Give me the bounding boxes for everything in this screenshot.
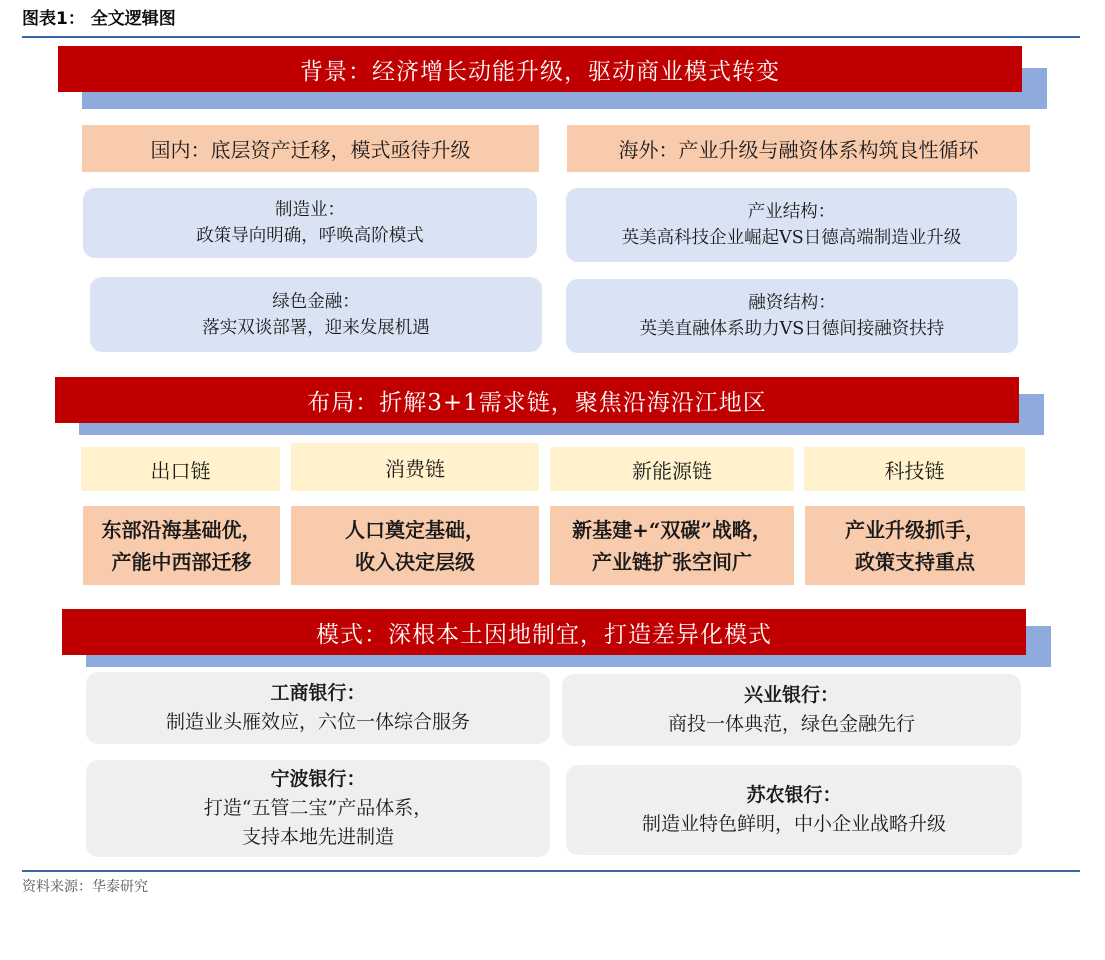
figure-title: 图表1： 全文逻辑图 — [22, 9, 176, 29]
bank-ningbo-box — [86, 760, 550, 857]
chain-consumption-desc — [291, 506, 539, 585]
bank-cib-box — [562, 674, 1021, 746]
chain-consumption-line2: 收入决定层级 — [355, 549, 475, 574]
manufacturing-title: 制造业： — [275, 200, 345, 220]
chain-export-desc — [83, 506, 280, 585]
domestic-header: 国内：底层资产迁移，模式亟待升级 — [82, 125, 539, 172]
bank-ningbo-line2: 支持本地先进制造 — [241, 826, 394, 848]
chain-consumption-name: 消费链 — [291, 443, 539, 491]
chain-tech-desc — [805, 506, 1025, 585]
chain-consumption-line1: 人口奠定基础， — [345, 517, 485, 542]
chain-newenergy-line2: 产业链扩张空间广 — [592, 549, 752, 574]
bank-cib-name: 兴业银行： — [743, 684, 839, 706]
financing-structure-desc: 英美直融体系助力VS日德间接融资扶持 — [639, 319, 945, 339]
financing-structure-title: 融资结构： — [748, 293, 836, 313]
layout-banner: 布局：折解3+1需求链，聚焦沿海沿江地区 — [55, 377, 1019, 423]
bank-icbc-box — [86, 672, 550, 744]
bank-sunong-box — [566, 765, 1022, 855]
chain-tech-line2: 政策支持重点 — [855, 549, 975, 574]
green-finance-desc: 落实双谈部署，迎来发展机遇 — [202, 317, 430, 338]
chain-newenergy-name: 新能源链 — [550, 447, 794, 491]
source-note: 资料来源：华泰研究 — [22, 879, 148, 895]
bank-sunong-name: 苏农银行： — [746, 784, 842, 806]
bank-cib-line1: 商投一体典范，绿色金融先行 — [667, 713, 915, 735]
industry-structure-title: 产业结构： — [747, 202, 836, 222]
overseas-header: 海外：产业升级与融资体系构筑良性循环 — [567, 125, 1030, 172]
mode-banner: 模式：深根本土因地制宜，打造差异化模式 — [62, 609, 1026, 655]
bank-icbc-line1: 制造业头雁效应，六位一体综合服务 — [165, 711, 470, 733]
industry-structure-desc: 英美高科技企业崛起VS日德高端制造业升级 — [621, 228, 962, 248]
manufacturing-desc: 政策导向明确，呼唤高阶模式 — [196, 226, 424, 246]
chain-export-line2: 产能中西部迁移 — [111, 549, 252, 574]
bank-ningbo-line1: 打造“五管二宝”产品体系， — [203, 797, 433, 819]
chain-tech-line1: 产业升级抓手， — [845, 517, 985, 542]
financing-structure-box — [566, 279, 1018, 353]
background-banner: 背景：经济增长动能升级，驱动商业模式转变 — [58, 46, 1022, 92]
manufacturing-box — [83, 188, 537, 258]
chain-export-name: 出口链 — [81, 447, 280, 491]
chain-newenergy-desc — [550, 506, 794, 585]
bank-ningbo-name: 宁波银行： — [270, 768, 366, 790]
chain-export-line1: 东部沿海基础优， — [101, 517, 262, 542]
bottom-rule — [22, 870, 1080, 872]
chain-newenergy-line1: 新基建+“双碳”战略， — [572, 517, 772, 542]
top-rule — [22, 36, 1080, 38]
green-finance-title: 绿色金融： — [272, 291, 360, 312]
industry-structure-box — [566, 188, 1017, 262]
chain-tech-name: 科技链 — [804, 447, 1025, 491]
bank-sunong-line1: 制造业特色鲜明，中小企业战略升级 — [641, 813, 946, 835]
green-finance-box — [90, 277, 542, 352]
bank-icbc-name: 工商银行： — [270, 682, 366, 704]
